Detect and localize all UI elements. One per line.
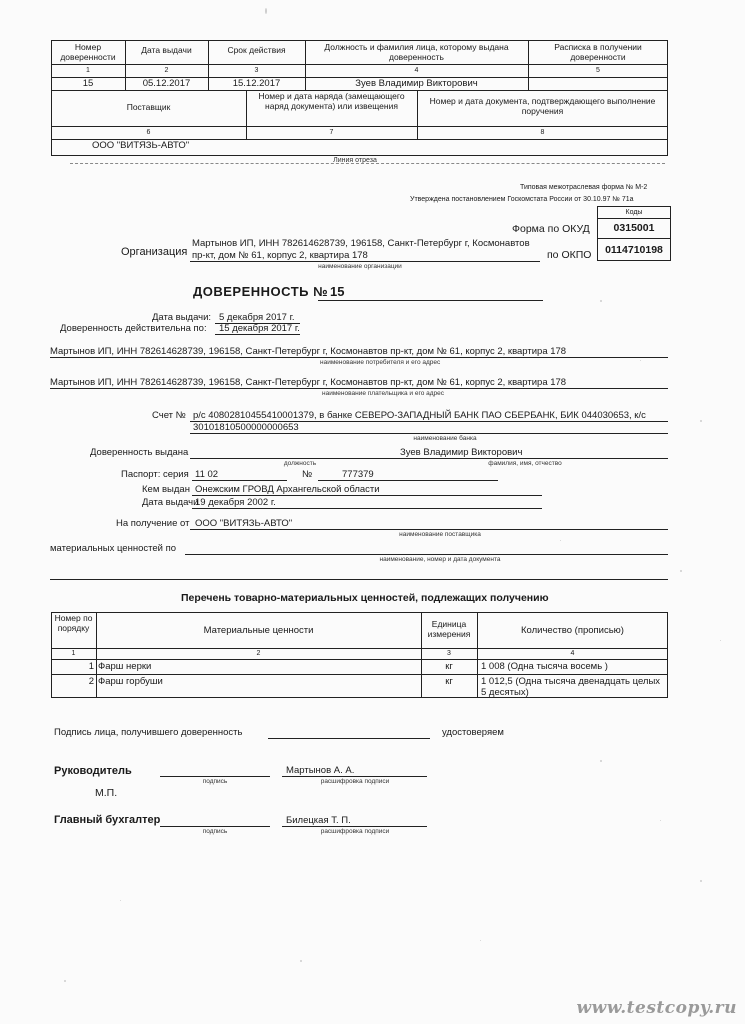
stub-value-date: 05.12.2017 xyxy=(142,78,191,89)
cut-line-label: Линия отреза xyxy=(333,157,377,164)
accountant-sign-caption: подпись xyxy=(202,828,228,835)
account-line2: 30101810500000000653 xyxy=(193,422,299,433)
stub-header-receipt: Расписка в получении доверенности xyxy=(554,42,642,62)
passport-series-label: Паспорт: серия xyxy=(121,469,189,480)
stub-header-date: Дата выдачи xyxy=(141,45,192,55)
items-num: 3 xyxy=(447,650,451,657)
doc-number: 15 xyxy=(330,284,345,299)
table-row-name: Фарш горбуши xyxy=(98,676,163,687)
payer-text: Мартынов ИП, ИНН 782614628739, 196158, Санкт-Петербург г, Космонавтов пр-кт, дом № 61, корпус 2, квартира 178 xyxy=(50,377,567,388)
head-signature-line xyxy=(160,776,270,777)
passport-number: 777379 xyxy=(342,469,374,480)
stub-value-term: 15.12.2017 xyxy=(232,78,281,89)
stub-num: 8 xyxy=(540,129,545,136)
stamp-place: М.П. xyxy=(95,787,118,799)
passport-issuer: Онежским ГРОВД Архангельской области xyxy=(195,484,380,495)
watermark: www.testcopy.ru xyxy=(576,998,737,1018)
passport-date-label: Дата выдачи xyxy=(142,497,199,508)
issued-to-name: Зуев Владимир Викторович xyxy=(400,447,523,458)
account-line1: р/с 40802810455410001379, в банке СЕВЕРО-ЗАПАДНЫЙ БАНК ПАО СБЕРБАНК, БИК 044030653, к/с xyxy=(193,410,646,421)
stub-header-supplier: Поставщик xyxy=(126,102,171,112)
items-num: 4 xyxy=(570,650,575,657)
stub-supplier: ООО "ВИТЯЗЬ-АВТО" xyxy=(92,140,190,151)
valid-until: 15 декабря 2017 г. xyxy=(219,323,300,334)
stub-header-confirm-doc: Номер и дата документа, подтверждающего выполнение поручения xyxy=(429,96,656,116)
holder-signature-label: Подпись лица, получившего доверенность xyxy=(54,727,243,738)
consumer-text: Мартынов ИП, ИНН 782614628739, 196158, Санкт-Петербург г, Космонавтов пр-кт, дом № 61, корпус 2, квартира 178 xyxy=(50,346,567,357)
organization-line1: Мартынов ИП, ИНН 782614628739, 196158, Санкт-Петербург г, Космонавтов xyxy=(192,238,530,249)
items-title: Перечень товарно-материальных ценностей, подлежащих получению xyxy=(181,592,549,604)
stub-num: 5 xyxy=(596,67,600,74)
receipt-supplier-caption: наименование поставщика xyxy=(399,531,481,538)
organization-line2: пр-кт, дом № 61, корпус 2, квартира 178 xyxy=(192,250,368,261)
passport-series: 11 02 xyxy=(195,469,219,480)
stub-header-number: Номер доверенности xyxy=(60,42,116,62)
table-row-unit: кг xyxy=(445,676,453,687)
receipt-from-label: На получение от xyxy=(116,518,190,529)
name-caption: фамилия, имя, отчество xyxy=(488,460,562,467)
okpo-code: 0114710198 xyxy=(605,244,663,256)
account-label: Счет № xyxy=(152,410,186,421)
table-row-unit: кг xyxy=(445,661,453,672)
stub-value-person: Зуев Владимир Викторович xyxy=(355,78,478,89)
head-label: Руководитель xyxy=(54,765,132,777)
items-header-quantity: Количество (прописью) xyxy=(521,625,624,636)
issue-date: 5 декабря 2017 г. xyxy=(219,312,295,323)
stub-num: 6 xyxy=(146,129,151,136)
stub-header-person: Должность и фамилия лица, которому выдана доверенность xyxy=(324,42,509,62)
passport-date: 19 декабря 2002 г. xyxy=(195,497,276,508)
valid-until-label: Доверенность действительна по: xyxy=(60,323,207,334)
form-approval: Утверждена постановлением Госкомстата России от 30.10.97 № 71а xyxy=(410,196,634,203)
receipt-doc-caption: наименование, номер и дата документа xyxy=(379,556,501,563)
table-row-index: 2 xyxy=(88,676,94,687)
items-header-unit: Единица измерения xyxy=(427,619,471,639)
table-row-index: 1 xyxy=(88,661,94,672)
organization-label: Организация xyxy=(121,246,188,258)
organization-caption: наименование организации xyxy=(318,263,402,270)
issued-to-label: Доверенность выдана xyxy=(90,447,189,458)
head-decode-caption: расшифровка подписи xyxy=(320,778,390,785)
stub-num: 3 xyxy=(254,67,259,74)
receipt-doc-label: материальных ценностей по xyxy=(50,543,177,554)
payer-caption: наименование плательщика и его адрес xyxy=(322,390,445,397)
account-caption: наименование банка xyxy=(413,435,477,442)
head-sign-caption: подпись xyxy=(202,778,228,785)
certify-text: удостоверяем xyxy=(442,727,504,738)
okpo-label: по ОКПО xyxy=(547,249,592,261)
holder-signature-line xyxy=(268,738,430,739)
table-row-name: Фарш нерки xyxy=(98,661,152,672)
accountant-decode-caption: расшифровка подписи xyxy=(320,828,390,835)
stub-num: 7 xyxy=(329,129,334,136)
items-header-name: Материальные ценности xyxy=(203,625,314,636)
okud-code: 0315001 xyxy=(613,222,655,234)
passport-number-label: № xyxy=(302,469,313,480)
accountant-label: Главный бухгалтер xyxy=(54,814,161,826)
passport-issuer-label: Кем выдан xyxy=(142,484,190,495)
position-caption: должность xyxy=(283,460,317,467)
doc-title: ДОВЕРЕННОСТЬ № xyxy=(193,284,329,299)
accountant-signature-line xyxy=(160,826,270,827)
stub-header-term: Срок действия xyxy=(227,45,286,55)
issue-date-label: Дата выдачи: xyxy=(152,312,212,323)
table-row-quantity: 1 008 (Одна тысяча восемь ) xyxy=(481,661,608,672)
okud-label: Форма по ОКУД xyxy=(512,223,590,235)
stub-header-order: Номер и дата наряда (замещающего наряд документа) или извещения xyxy=(258,91,405,111)
accountant-name: Билецкая Т. П. xyxy=(286,815,351,826)
stub-value-number: 15 xyxy=(82,78,94,89)
codes-label: Коды xyxy=(625,209,643,216)
stub-num: 2 xyxy=(164,67,169,74)
head-name: Мартынов А. А. xyxy=(286,765,355,776)
items-num: 2 xyxy=(256,650,261,657)
table-row-quantity: 1 012,5 (Одна тысяча двенадцать целых 5 десятых) xyxy=(481,676,661,698)
form-type: Типовая межотраслевая форма № М-2 xyxy=(520,184,648,191)
consumer-caption: наименование потребителя и его адрес xyxy=(320,359,441,366)
items-header-index: Номер по порядку xyxy=(54,613,93,633)
cut-line xyxy=(70,163,665,164)
stub-num: 4 xyxy=(414,67,419,74)
items-num: 1 xyxy=(71,650,76,657)
receipt-supplier: ООО "ВИТЯЗЬ-АВТО" xyxy=(195,518,293,529)
stub-num: 1 xyxy=(86,67,90,74)
